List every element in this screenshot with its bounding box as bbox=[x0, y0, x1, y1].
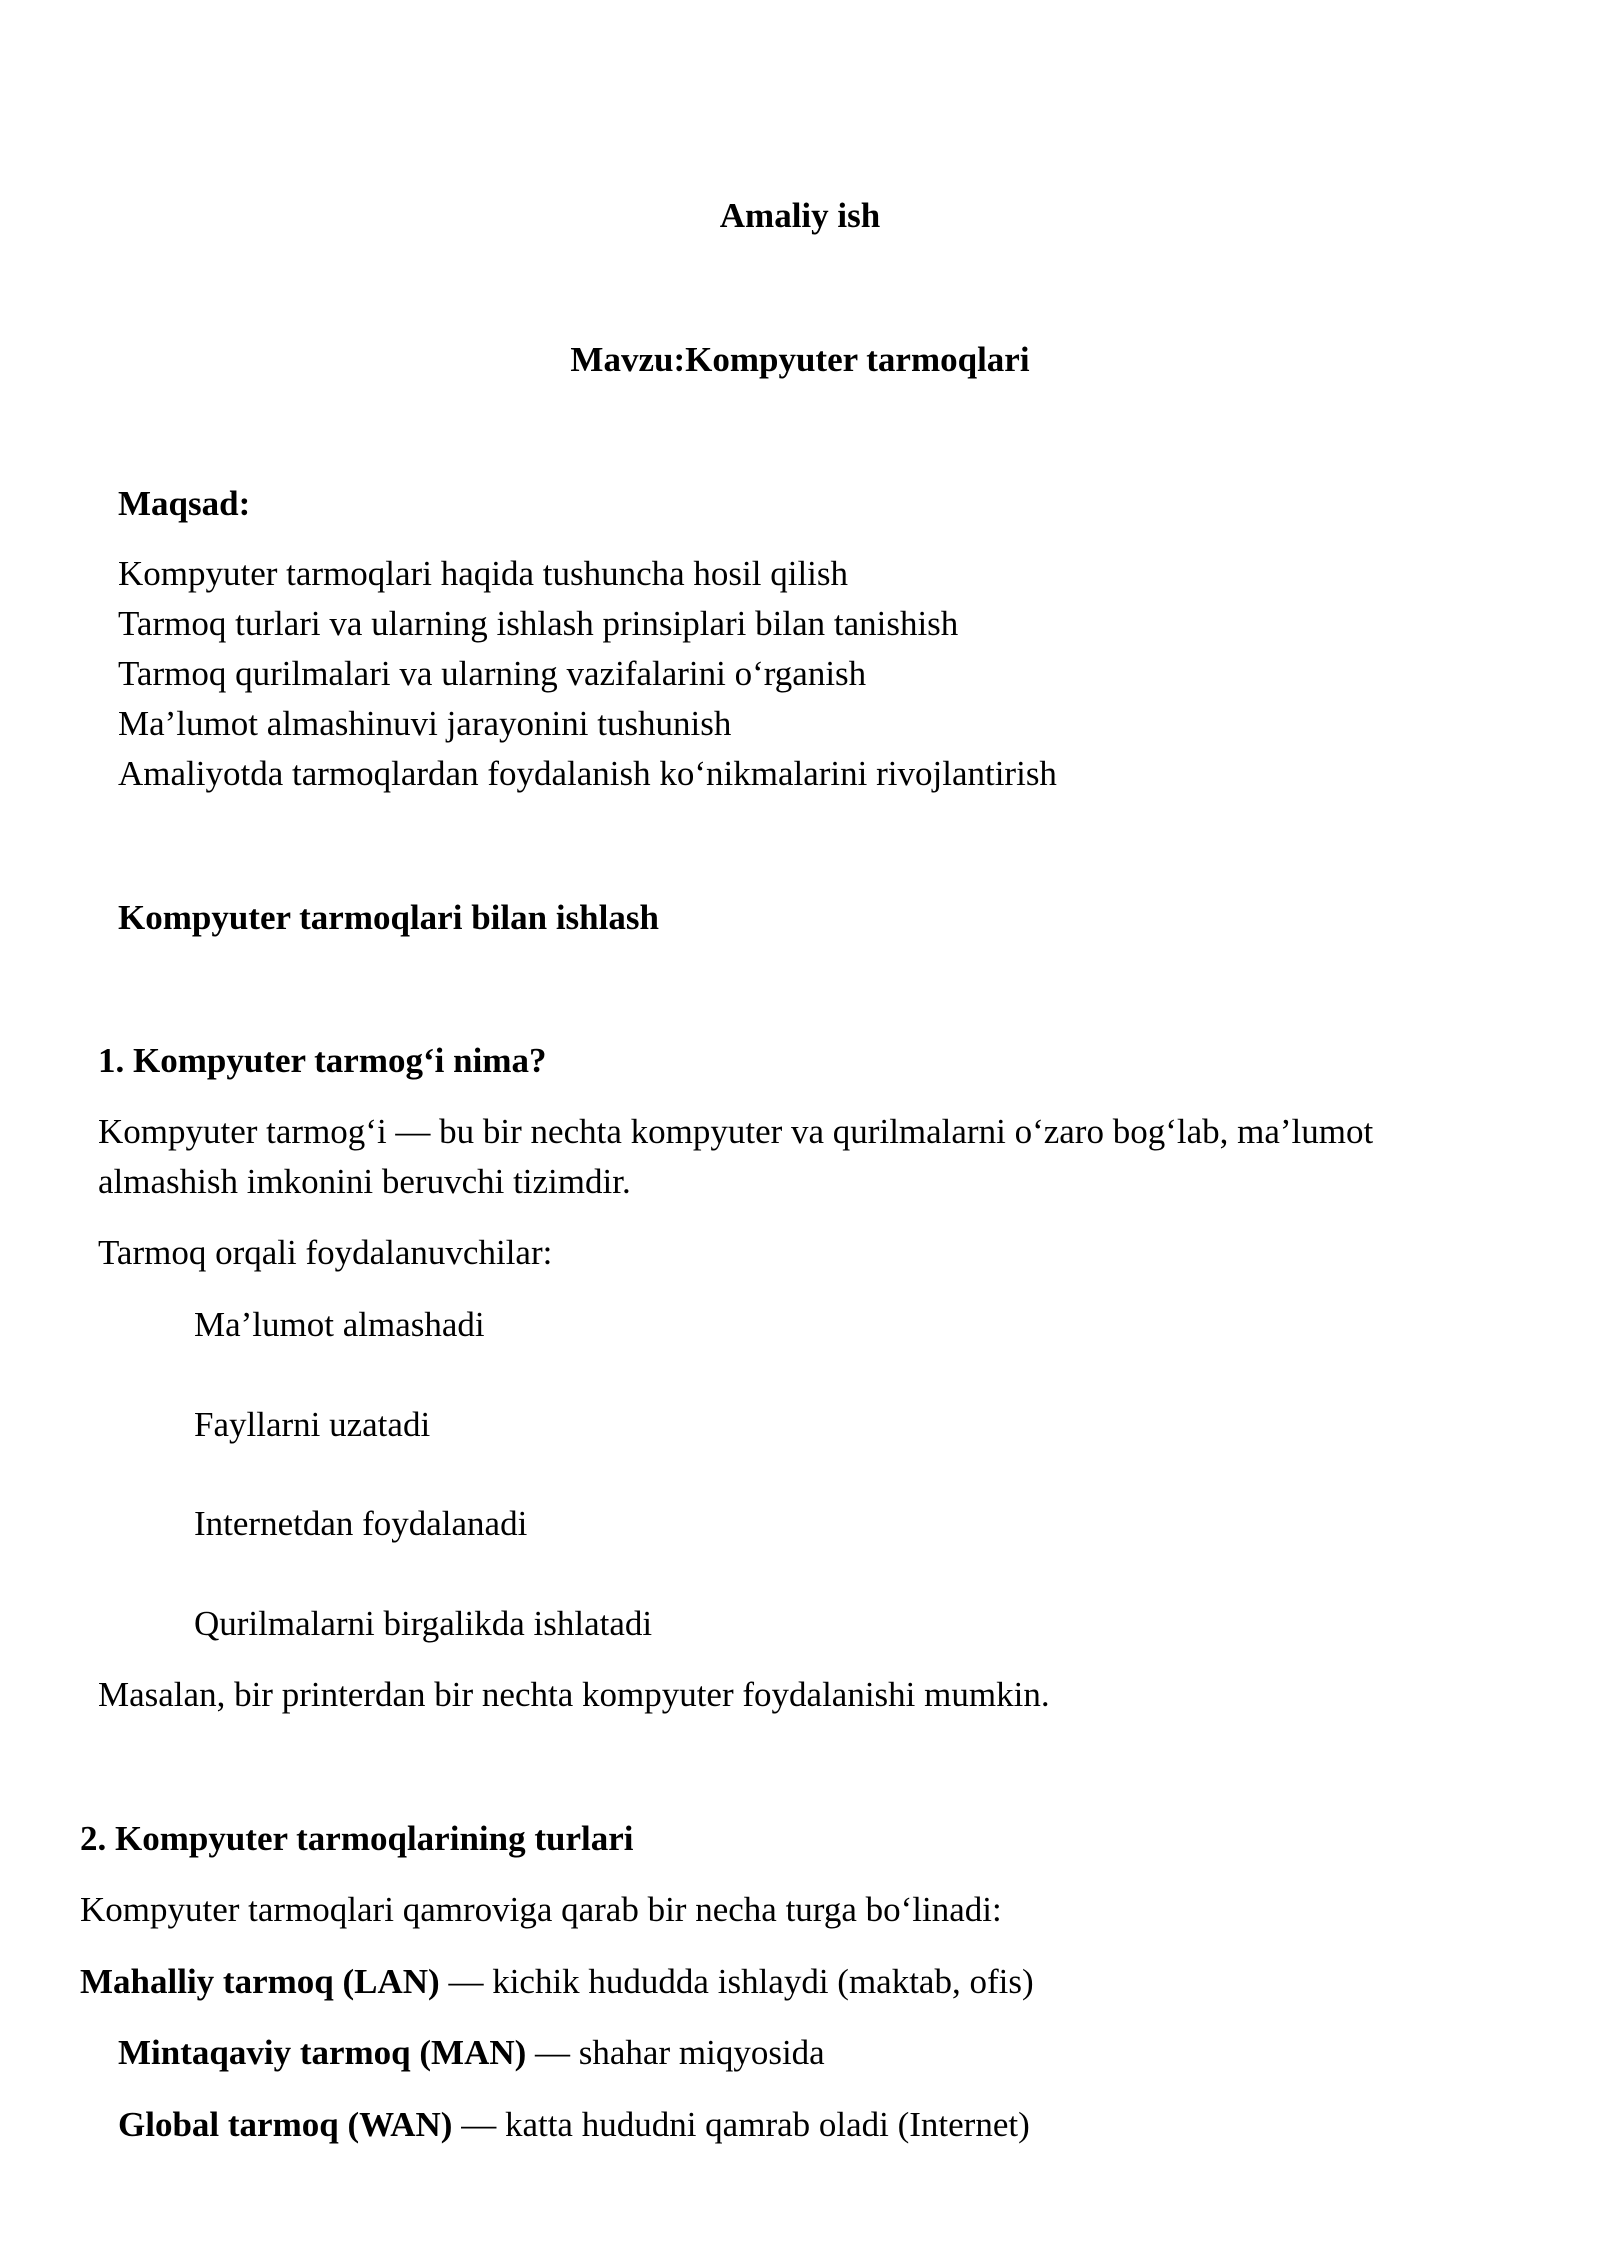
goal-item: Kompyuter tarmoqlari haqida tushuncha hosil qilish bbox=[118, 554, 849, 593]
network-type-man bbox=[118, 2035, 825, 2070]
network-type-desc: — katta hududni qamrab oladi (Internet) bbox=[452, 2105, 1030, 2144]
section2-heading: 2. Kompyuter tarmoqlarining turlari bbox=[80, 1819, 634, 1858]
section2-intro: Kompyuter tarmoqlari qamroviga qarab bir necha turga bo‘linadi: bbox=[80, 1890, 1002, 1929]
network-type-lan bbox=[80, 1964, 1034, 1999]
goal-item: Ma’lumot almashinuvi jarayonini tushunish bbox=[118, 704, 732, 743]
users-item: Qurilmalarni birgalikda ishlatadi bbox=[194, 1604, 653, 1643]
section1-definition: almashish imkonini beruvchi tizimdir. bbox=[98, 1162, 631, 1201]
section1-heading: 1. Kompyuter tarmog‘i nima? bbox=[98, 1041, 547, 1080]
goal-heading: Maqsad: bbox=[118, 484, 251, 523]
section1-example: Masalan, bir printerdan bir nechta kompyuter foydalanishi mumkin. bbox=[98, 1675, 1050, 1714]
goal-item: Tarmoq qurilmalari va ularning vazifalarini o‘rganish bbox=[118, 654, 867, 693]
network-type-name: Global tarmoq (WAN) bbox=[118, 2105, 453, 2144]
users-intro: Tarmoq orqali foydalanuvchilar: bbox=[98, 1233, 553, 1272]
network-type-name: Mintaqaviy tarmoq (MAN) bbox=[118, 2033, 527, 2072]
goal-item: Amaliyotda tarmoqlardan foydalanish ko‘nikmalarini rivojlantirish bbox=[118, 754, 1057, 793]
network-type-desc: — kichik hududda ishlaydi (maktab, ofis) bbox=[439, 1962, 1034, 2001]
document-title: Amaliy ish bbox=[719, 196, 881, 235]
users-item: Internetdan foydalanadi bbox=[194, 1504, 528, 1543]
network-type-desc: — shahar miqyosida bbox=[526, 2033, 825, 2072]
work-heading: Kompyuter tarmoqlari bilan ishlash bbox=[118, 898, 659, 937]
goal-item: Tarmoq turlari va ularning ishlash prinsiplari bilan tanishish bbox=[118, 604, 959, 643]
network-type-wan bbox=[118, 2107, 1030, 2142]
users-item: Ma’lumot almashadi bbox=[194, 1305, 485, 1344]
section1-definition: Kompyuter tarmog‘i — bu bir nechta kompyuter va qurilmalarni o‘zaro bog‘lab, ma’lumot bbox=[98, 1112, 1374, 1151]
topic-heading: Mavzu:Kompyuter tarmoqlari bbox=[570, 340, 1030, 379]
network-type-name: Mahalliy tarmoq (LAN) bbox=[80, 1962, 440, 2001]
users-item: Fayllarni uzatadi bbox=[194, 1405, 431, 1444]
